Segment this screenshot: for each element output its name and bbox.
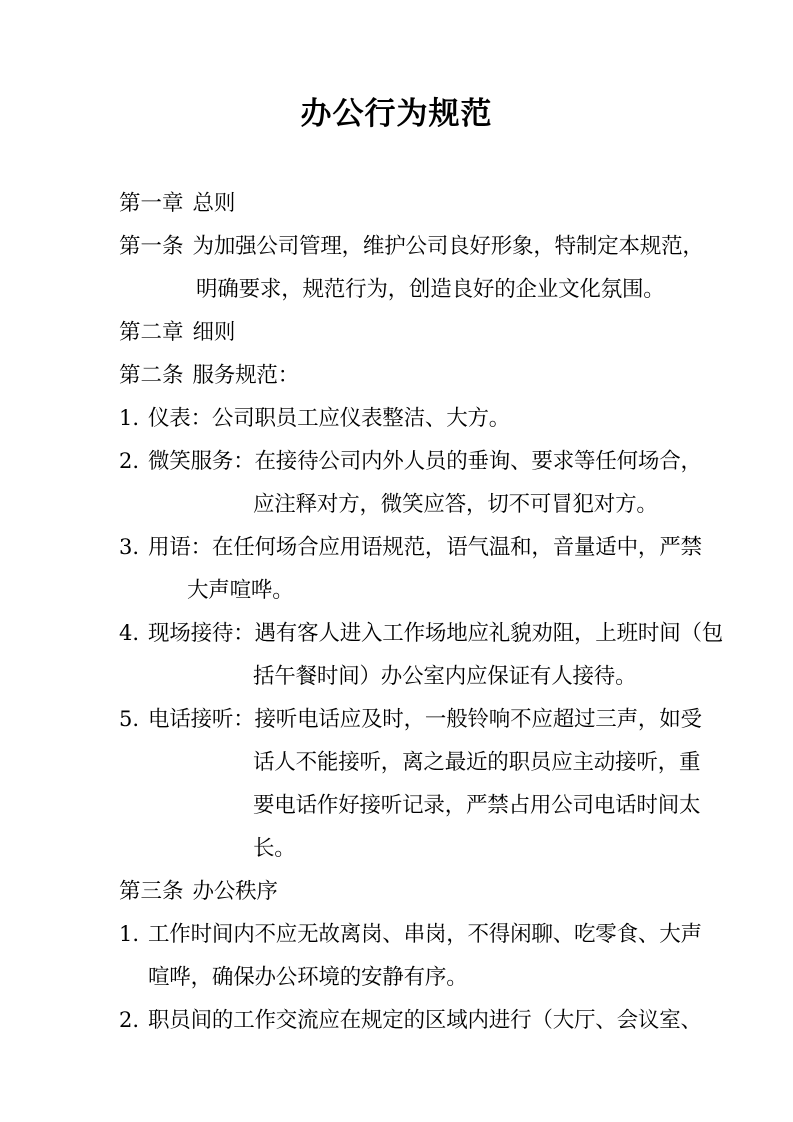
list-item-number: 2. <box>119 449 140 473</box>
line-text: 用语：在任何场合应用语规范，语气温和，音量适中，严禁 <box>148 535 702 560</box>
line-text: 话人不能接听，离之最近的职员应主动接听，重 <box>253 750 701 775</box>
document-list-item-line <box>119 612 724 655</box>
line-text: 现场接待：遇有客人进入工作场地应礼貌劝阻，上班时间（包 <box>148 621 724 646</box>
list-item-number: 5. <box>119 707 140 731</box>
document-list-item-line <box>119 999 702 1042</box>
document-continuation-line <box>119 784 701 827</box>
line-text: 仪表：公司职员工应仪表整洁、大方。 <box>148 406 511 431</box>
document-list-item-line <box>119 440 702 483</box>
document-continuation-line <box>119 956 681 999</box>
list-item-number: 2. <box>119 1008 140 1032</box>
document-continuation-line <box>119 655 681 698</box>
document-continuation-line <box>119 741 701 784</box>
line-text: 职员间的工作交流应在规定的区域内进行（大厅、会议室、 <box>148 1008 702 1033</box>
document-continuation-line <box>119 268 681 311</box>
document-continuation-line <box>119 483 681 526</box>
document-list-item-line <box>119 698 702 741</box>
heading-label: 第二条 <box>119 363 184 388</box>
document-heading-line <box>119 225 704 268</box>
line-text: 细则 <box>192 320 236 345</box>
line-text: 工作时间内不应无故离岗、串岗，不得闲聊、吃零食、大声 <box>148 922 702 947</box>
line-text: 电话接听：接听电话应及时，一般铃响不应超过三声，如受 <box>148 707 702 732</box>
line-text: 微笑服务：在接待公司内外人员的垂询、要求等任何场合， <box>148 449 702 474</box>
document-continuation-line <box>119 569 681 612</box>
document-list-item-line <box>119 913 702 956</box>
document-heading-line <box>119 870 681 913</box>
document-heading-line <box>119 354 681 397</box>
list-item-number: 1. <box>119 922 140 946</box>
line-text: 为加强公司管理，维护公司良好形象，特制定本规范， <box>192 234 704 259</box>
line-text: 要电话作好接听记录，严禁占用公司电话时间太 <box>253 793 701 818</box>
line-text: 总则 <box>192 191 236 216</box>
line-text: 大声喧哗。 <box>187 578 294 603</box>
document-list-item-line <box>119 526 702 569</box>
line-text: 明确要求，规范行为，创造良好的企业文化氛围。 <box>196 277 665 302</box>
document-heading-line <box>119 182 681 225</box>
list-item-number: 1. <box>119 406 140 430</box>
heading-label: 第三条 <box>119 879 184 904</box>
list-item-number: 4. <box>119 621 140 645</box>
line-text: 长。 <box>253 836 296 861</box>
heading-label: 第二章 <box>119 320 184 345</box>
heading-label: 第一章 <box>119 191 184 216</box>
heading-label: 第一条 <box>119 234 184 259</box>
document-list-item-line <box>119 397 681 440</box>
document-heading-line <box>119 311 681 354</box>
line-text: 服务规范： <box>192 363 300 388</box>
line-text: 应注释对方，微笑应答，切不可冒犯对方。 <box>253 492 658 517</box>
list-item-number: 3. <box>119 535 140 559</box>
line-text: 喧哗，确保办公环境的安静有序。 <box>148 965 468 990</box>
line-text: 括午餐时间）办公室内应保证有人接待。 <box>253 664 637 689</box>
page-title: 办公行为规范 <box>300 96 493 132</box>
document-body <box>119 182 724 1042</box>
document-continuation-line <box>119 827 681 870</box>
line-text: 办公秩序 <box>192 879 278 904</box>
